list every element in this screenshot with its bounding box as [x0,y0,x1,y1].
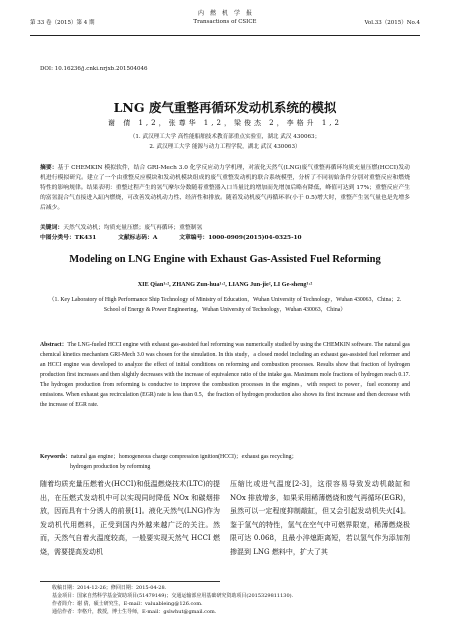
footnote-rule [40,581,220,582]
keywords-en-line-1: natural gas engine；homogeneous charge compression ignition(HCCI)；exhaust gas recycling； [70,454,298,460]
classification-line [40,233,410,243]
doi: DOI: 10.16236/j.cnki.nrjxb.201504046 [40,66,148,72]
abstract-cn [40,163,410,213]
running-header [30,9,420,35]
abstract-cn-label: 摘要： [40,165,58,171]
affiliations-en: （1. Key Laboratory of High Performance Ship Technology of Ministry of Education，Wuhan University of Technology，Wuhan 430063，China；2. School of Energy & Power Engineering，Wuhan University of Technology，Wuhan 430063，China） [48,297,402,313]
authors-cn: 谢 倩 1,2，张尊华 1,2，梁俊杰 2，李格升 1,2 [108,119,342,127]
header-rule [30,35,420,36]
journal-name-en: Transactions of CSICE [193,19,257,25]
body-column-left: 随着均质充量压燃着火(HCCI)和低温燃烧技术(LTC)的提出，在压燃式发动机中可以实现同时降低 NOx 和碳烟排放，因而具有十分诱人的前景[1]。液化天然气(LNG)作为发动机代用燃料，正受到国内外越来越广泛的关注。然而，天然气自着火温度较高，一般要实现天然气 HCCI 燃烧，需要提高发动机 [40,480,220,556]
footnotes [52,584,410,616]
abstract-en [40,340,410,410]
title-en: Modeling on LNG Engine with Exhaust Gas-Assisted Fuel Reforming [69,254,381,265]
issue-info: 第 33 卷（2015）第 4 期 [30,20,95,26]
abstract-cn-text: 基于 CHEMKIN 模拟软件，结合 GRI-Mech 3.0 化学反应动力学机理，对液化天然气(LNG)废气重整再循环均质充量压燃(HCCI)发动机进行模拟研究。建立了一个由重整反应模块和发动机模块组成的废气重整发动机的联合系统模型，分析了不同初始条件分别对重整反应和燃烧特性的影响规律。结果表明：重整过程产生的氢气摩尔分数随着重整器入口当量比的增加而先增加后略有降低，峰值可达到 17%；重整反应产生的富氢混合气直接进入缸内燃烧，可改善发动机动力性、经济性和排放。随着发动机废气再循环率(小于 0.5)增大时，重整产生氢气量也是先增多后减少。 [40,165,410,211]
title-cn: LNG 废气重整再循环发动机系统的模拟 [113,100,337,115]
journal-name-cn: 内 燃 机 学 报 [197,10,252,17]
footnote-funding: 基金项目：国家自然科学基金资助项目(51479149)；交通运输部应用基础研究资助项目(2015329811130). [52,593,294,599]
abstract-en-label: Abstract： [40,342,68,348]
keywords-en-line-2: hydrogen production by reforming [70,464,151,470]
keywords-cn-text: 天然气发动机；均质充量压燃；废气再循环；重整制氢 [63,225,203,231]
journal-name [30,10,420,26]
affiliation-cn-1: （1. 武汉理工大学 高性能船舶技术教育部重点实验室，湖北 武汉 430063； [129,134,321,140]
keywords-cn-label: 关键词： [40,225,64,231]
authors-en: XIE Qian¹·², ZHANG Zun-hua¹·², LIANG Jun-jie², LI Ge-sheng¹·² [137,281,313,288]
abstract-en-text: The LNG-fueled HCCI engine with exhaust gas-assisted fuel reforming was numerically studied by using the CHEMKIN software. The natural gas chemical kinetics mechanism GRI-Mech 3.0 was chosen for the simulation. In this study，a closed model including an exhaust gas-assisted fuel reformer and an HCCI engine was developed to analyze the effect of initial conditions on reforming and combustion processes. Results show that fraction of hydrogen production first increases and then slightly decreases with the increase of equivalence ratio of the intake gas. Maximum mole fractions of hydrogen reach 0.17. The hydrogen production from reforming is conducive to improve the combustion processes in the engines，with respect to power，fuel economy and emissions. When exhaust gas recirculation (EGR) rate is less than 0.5，the fraction of hydrogen production also shows its first increase and then decrease with the increase of EGR rate. [40,342,410,408]
affiliation-cn-2: 2. 武汉理工大学 能源与动力工程学院，湖北 武汉 430063） [149,144,301,150]
body-text [40,478,410,562]
keywords-en [40,452,410,472]
article-number: 文章编号：1000-0909(2015)04-0325-10 [179,235,302,241]
meta-cn [40,223,410,243]
keywords-cn [40,223,410,233]
footnote-author: 作者简介：谢 倩，硕士研究生，E-mail：valuableing@126.com. [52,601,203,607]
document-code: 文献标志码：A [118,235,158,241]
volume-info: Vol.33（2015）No.4 [364,20,420,26]
footnote-corresponding: 通信作者：李格升，教授，博士生导师，E-mail：gslwhut@gmail.com. [52,609,217,615]
affiliations-cn [0,132,450,152]
class-number: 中图分类号：TK431 [40,235,97,241]
keywords-en-label: Keywords： [40,454,71,460]
footnote-received: 收稿日期：2014-12-26；修回日期：2015-04-28. [52,585,167,591]
body-column-right: 压缩比或进气温度[2-3]，这很容易导致发动机敲缸和 NOx 排放增多，如果采用稀薄燃烧和废气再循环(EGR)，虽然可以一定程度抑制敲缸，但又会引起发动机失火[4]。鉴于氢气的特性，氢气在空气中可燃界限宽，稀薄燃烧极限可达 0.068，且最小淬熄距离短，若以氢气作为添加剂掺混到 LNG 燃料中，扩大了其 [230,480,410,556]
